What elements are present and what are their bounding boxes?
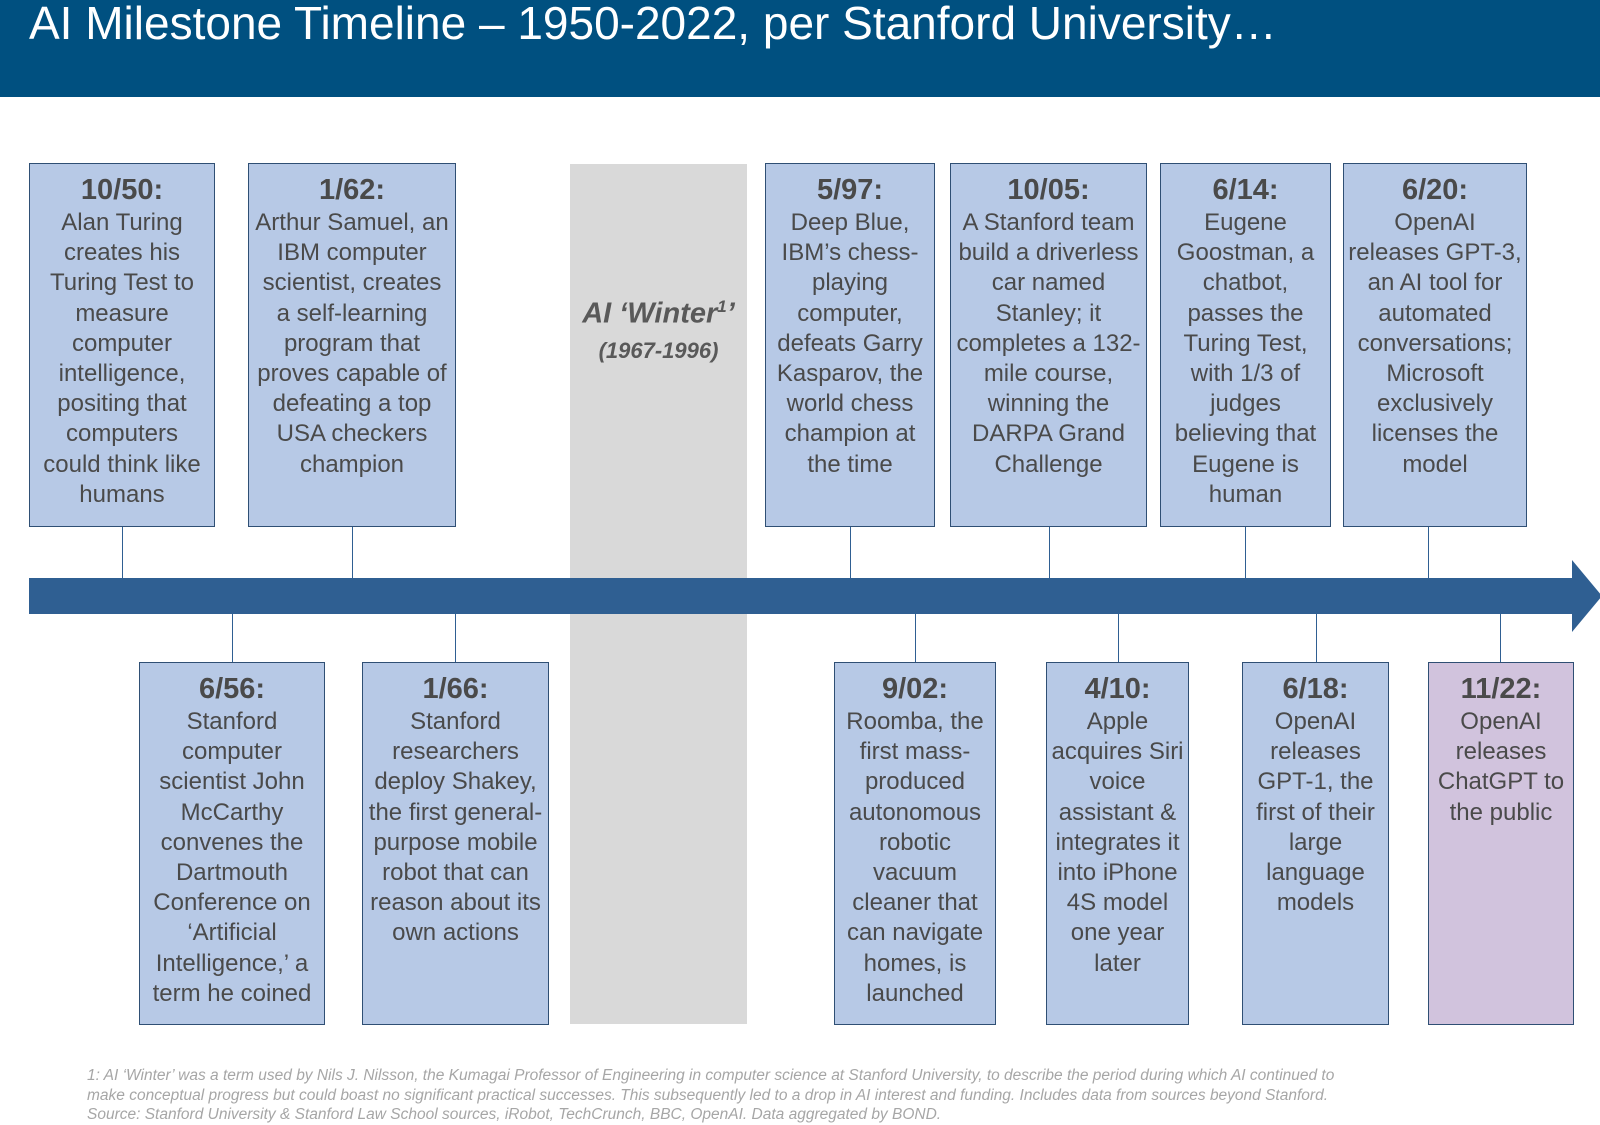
timeline-axis xyxy=(29,578,1577,614)
title-banner xyxy=(0,0,1600,97)
connector-bottom-5 xyxy=(1316,614,1317,662)
milestone-2002 xyxy=(834,662,996,1025)
milestone-2014 xyxy=(1160,163,1331,527)
milestone-2020 xyxy=(1343,163,1527,527)
milestone-2018 xyxy=(1242,662,1389,1025)
milestone-date: 10/50: xyxy=(80,174,164,206)
milestone-date: 6/14: xyxy=(1212,174,1279,206)
milestone-description: A Stanford team build a driverless car named Stanley; it completes a 132-mile course, winning the DARPA Grand Challenge xyxy=(956,209,1141,478)
connector-top-3 xyxy=(850,527,851,578)
milestone-description: Deep Blue, IBM’s chess-playing computer, defeats Garry Kasparov, the world chess champion at the time xyxy=(776,209,924,478)
footnote xyxy=(87,1066,1587,1125)
milestone-2010 xyxy=(1046,662,1189,1025)
connector-top-1 xyxy=(122,527,123,578)
milestone-date: 6/20: xyxy=(1401,174,1469,206)
connector-top-2 xyxy=(352,527,353,578)
milestone-description: OpenAI releases GPT-1, the first of their large language models xyxy=(1256,708,1375,917)
source-line: Source: Stanford University & Stanford Law School sources, iRobot, TechCrunch, BBC, OpenAI. Data aggregated by BOND. xyxy=(87,1106,942,1123)
connector-top-4 xyxy=(1049,527,1050,578)
connector-top-6 xyxy=(1428,527,1429,578)
connector-bottom-3 xyxy=(915,614,916,662)
connector-bottom-6 xyxy=(1500,614,1501,662)
milestone-date: 4/10: xyxy=(1084,673,1151,705)
footnote-line-2: make conceptual progress but could boast no significant practical successes. This subsequently led to a drop in AI interest and funding. Includes data from sources beyond Stanford. xyxy=(87,1086,1328,1104)
milestone-1956 xyxy=(139,662,325,1025)
connector-top-5 xyxy=(1245,527,1246,578)
connector-bottom-2 xyxy=(455,614,456,662)
milestone-1962 xyxy=(248,163,456,527)
milestone-date: 11/22: xyxy=(1460,673,1542,705)
milestone-2005 xyxy=(950,163,1147,527)
connector-bottom-4 xyxy=(1118,614,1119,662)
milestone-description: Arthur Samuel, an IBM computer scientist, creates a self-learning program that proves capable of defeating a top USA checkers champion xyxy=(255,209,449,478)
milestone-date: 6/56: xyxy=(198,673,266,705)
milestone-description: Stanford computer scientist John McCarthy convenes the Dartmouth Conference on ‘Artificial Intelligence,’ a term he coined xyxy=(152,708,312,1007)
ai-winter-years: (1967-1996) xyxy=(598,337,719,363)
milestone-1950 xyxy=(29,163,215,527)
milestone-1997 xyxy=(765,163,935,527)
milestone-description: Stanford researchers deploy Shakey, the first general-purpose mobile robot that can reason about its own actions xyxy=(368,708,543,947)
milestone-description: OpenAI releases ChatGPT to the public xyxy=(1437,708,1565,826)
footnote-line-1: 1: AI ‘Winter’ was a term used by Nils J. Nilsson, the Kumagai Professor of Engineering in computer science at Stanford University, to describe the period during which AI continued to xyxy=(87,1067,1335,1084)
milestone-description: Alan Turing creates his Turing Test to measure computer intelligence, positing that computers could think like humans xyxy=(43,209,201,508)
milestone-date: 6/18: xyxy=(1282,673,1349,705)
milestone-description: Eugene Goostman, a chatbot, passes the Turing Test, with 1/3 of judges believing that Eugene is human xyxy=(1174,209,1317,508)
milestone-description: OpenAI releases GPT-3, an AI tool for automated conversations; Microsoft exclusively licenses the model xyxy=(1348,209,1522,478)
ai-winter-title-text: AI ‘Winter xyxy=(582,297,718,330)
milestone-description: Roomba, the first mass-produced autonomous robotic vacuum cleaner that can navigate homes, is launched xyxy=(846,708,984,1007)
timeline-arrow-head xyxy=(1572,560,1600,632)
milestone-date: 1/66: xyxy=(422,673,489,705)
milestone-date: 5/97: xyxy=(816,174,884,206)
milestone-date: 9/02: xyxy=(881,673,949,705)
milestone-date: 1/62: xyxy=(318,174,386,206)
milestone-description: Apple acquires Siri voice assistant & integrates it into iPhone 4S model one year later xyxy=(1051,708,1184,977)
ai-winter-label xyxy=(570,288,747,367)
milestone-2022 xyxy=(1428,662,1574,1025)
ai-winter-title-close: ’ xyxy=(726,297,735,330)
page-title: AI Milestone Timeline – 1950-2022, per Stanford University… xyxy=(29,0,1277,49)
milestone-date: 10/05: xyxy=(1007,174,1090,206)
ai-winter-title xyxy=(570,288,747,333)
connector-bottom-1 xyxy=(232,614,233,662)
milestone-1966 xyxy=(362,662,549,1025)
ai-winter-footnote-mark: 1 xyxy=(717,297,727,316)
